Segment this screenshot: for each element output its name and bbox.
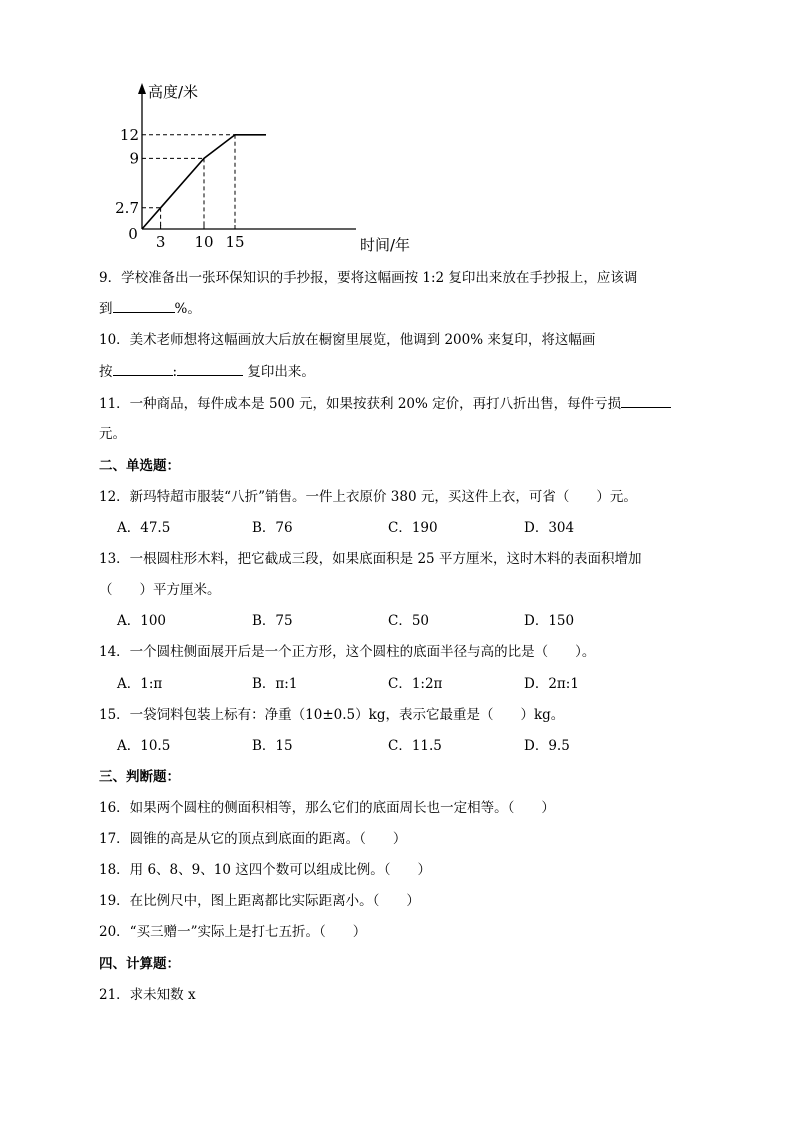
question-19: 19．在比例尺中，图上距离都比实际距离小。（ ） bbox=[99, 893, 420, 909]
question-21: 21．求未知数 x bbox=[99, 987, 196, 1003]
y-tick-label-2: 12 bbox=[119, 125, 139, 144]
height-time-line-chart bbox=[0, 0, 794, 270]
question-13-option-c[interactable]: C．50 bbox=[388, 613, 430, 629]
question-12-stem: 12．新玛特超市服装“八折”销售。一件上衣原价 380 元，买这件上衣，可省（ ）元。 bbox=[99, 489, 637, 505]
question-10-line-1: 10．美术老师想将这幅画放大后放在橱窗里展览，他调到 200% 来复印，将这幅画 bbox=[99, 332, 596, 348]
question-14-option-c[interactable]: C．1:2π bbox=[388, 676, 443, 692]
question-11-text: 11．一种商品，每件成本是 500 元，如果按获利 20% 定价，再打八折出售，每件亏损 bbox=[99, 396, 622, 412]
x-tick-label-2: 15 bbox=[225, 233, 245, 251]
question-10-answer-blank-1[interactable] bbox=[113, 361, 173, 376]
question-11-line-1 bbox=[99, 393, 671, 414]
question-14-stem: 14．一个圆柱侧面展开后是一个正方形，这个圆柱的底面半径与高的比是（ ）。 bbox=[99, 644, 596, 660]
question-10-suffix: 复印出来。 bbox=[243, 364, 315, 380]
question-13-option-d[interactable]: D．150 bbox=[524, 613, 575, 629]
question-12-option-c[interactable]: C．190 bbox=[388, 520, 438, 536]
question-18: 18．用 6、8、9、10 这四个数可以组成比例。（ ） bbox=[99, 862, 431, 878]
question-9-line-2 bbox=[99, 298, 201, 319]
question-15-option-c[interactable]: C．11.5 bbox=[388, 738, 442, 754]
question-14-option-b[interactable]: B．π:1 bbox=[252, 676, 298, 692]
y-axis-label: 高度/米 bbox=[148, 83, 199, 101]
question-10-answer-blank-2[interactable] bbox=[177, 361, 243, 376]
question-12-option-d[interactable]: D．304 bbox=[524, 520, 575, 536]
question-20: 20．“买三赠一”实际上是打七五折。（ ） bbox=[99, 924, 367, 940]
question-12-option-b[interactable]: B．76 bbox=[252, 520, 293, 536]
question-9-answer-blank[interactable] bbox=[113, 298, 175, 313]
question-14-option-a[interactable]: A．1:π bbox=[117, 676, 163, 692]
y-axis-arrow bbox=[138, 83, 146, 94]
question-12-option-a[interactable]: A．47.5 bbox=[117, 520, 171, 536]
question-15-option-a[interactable]: A．10.5 bbox=[117, 738, 171, 754]
question-9-suffix: %。 bbox=[174, 301, 201, 317]
question-9-line-1: 9．学校准备出一张环保知识的手抄报，要将这幅画按 1:2 复印出来放在手抄报上，应该调 bbox=[99, 270, 638, 286]
question-11-line-2: 元。 bbox=[99, 426, 126, 442]
y-tick-label-1: 9 bbox=[129, 149, 139, 168]
question-16: 16．如果两个圆柱的侧面积相等，那么它们的底面周长也一定相等。（ ） bbox=[99, 800, 555, 816]
question-10-line-2 bbox=[99, 361, 315, 382]
question-15-stem: 15．一袋饲料包装上标有：净重（10±0.5）kg，表示它最重是（ ）kg。 bbox=[99, 707, 565, 723]
y-tick-label-0: 2.7 bbox=[115, 198, 139, 217]
question-11-answer-blank[interactable] bbox=[621, 393, 671, 408]
question-14-option-d[interactable]: D．2π:1 bbox=[524, 676, 579, 692]
x-tick-label-1: 10 bbox=[194, 233, 214, 251]
section-single-choice: 二、单选题： bbox=[99, 458, 180, 474]
question-13-option-b[interactable]: B．75 bbox=[252, 613, 293, 629]
question-10-ratio-sign: : bbox=[172, 364, 178, 380]
question-13-stem: 13．一根圆柱形木料，把它截成三段，如果底面积是 25 平方厘米，这时木料的表面积增加 bbox=[99, 551, 642, 567]
question-9-prefix: 到 bbox=[99, 301, 113, 317]
section-calculation: 四、计算题： bbox=[99, 956, 180, 972]
x-axis-label: 时间/年 bbox=[360, 236, 411, 254]
x-tick-label-0: 3 bbox=[155, 233, 166, 251]
question-13-option-a[interactable]: A．100 bbox=[117, 613, 167, 629]
question-13-stem-2: （ ）平方厘米。 bbox=[99, 582, 221, 598]
question-15-option-d[interactable]: D．9.5 bbox=[524, 738, 570, 754]
question-17: 17．圆锥的高是从它的顶点到底面的距离。（ ） bbox=[99, 831, 407, 847]
origin-label: 0 bbox=[128, 225, 138, 243]
section-judgement: 三、判断题： bbox=[99, 769, 180, 785]
question-15-option-b[interactable]: B．15 bbox=[252, 738, 293, 754]
question-10-prefix: 按 bbox=[99, 364, 113, 380]
